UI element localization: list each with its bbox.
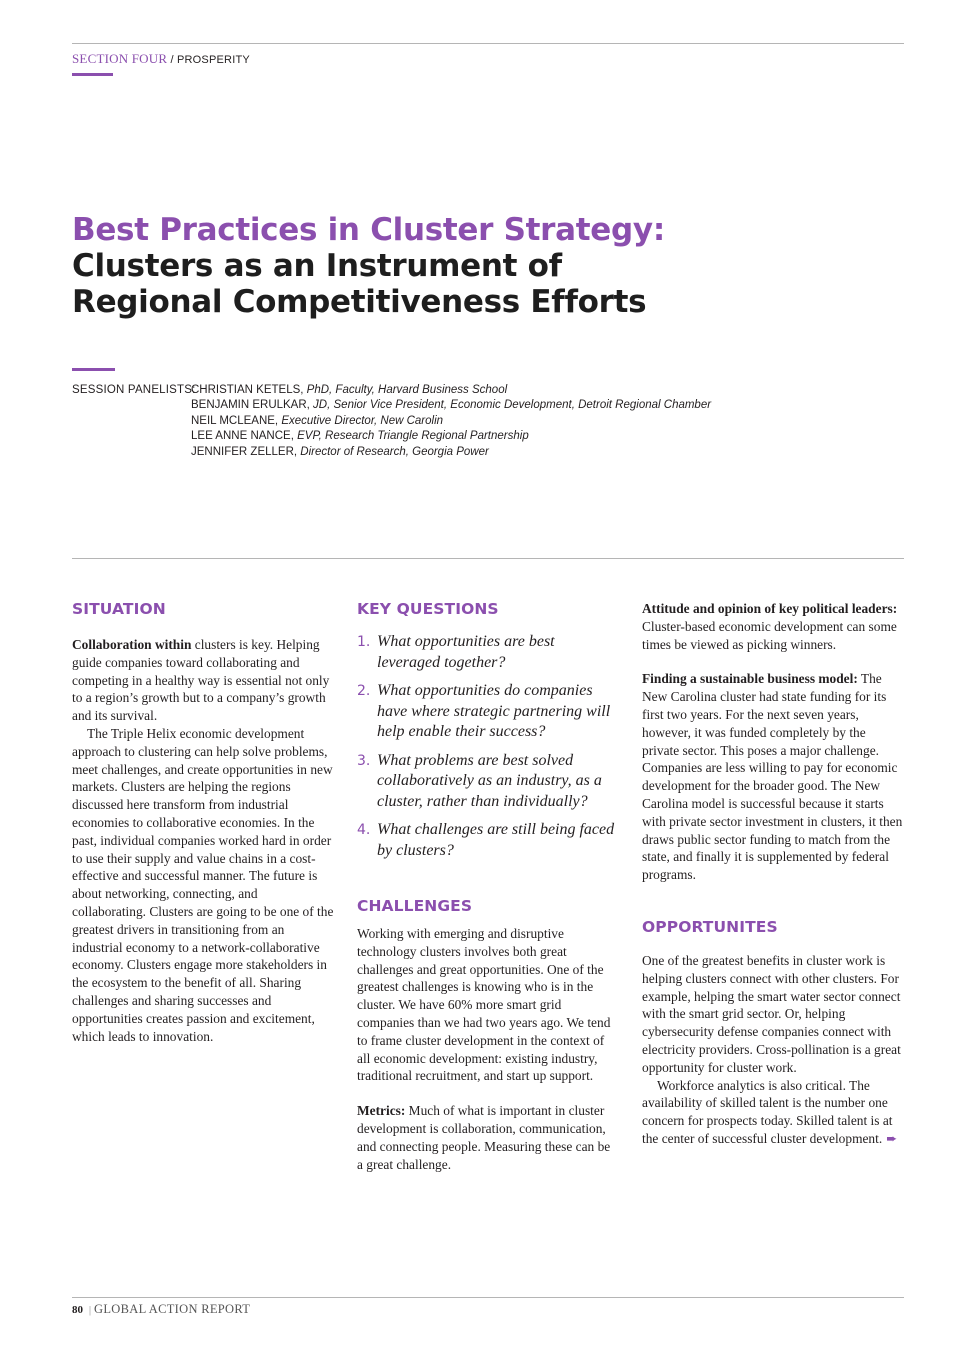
- attitude-lead: Attitude and opinion of key political leaders:: [642, 601, 898, 616]
- challenges-paragraph: Working with emerging and disruptive technology clusters involves both great challenges and great opportunities. One of the greatest challenges is knowing who is in the cluster. We have 60% more smart grid companies than we had two years ago. We tend to frame cluster development in the context of all economic development: existing industry, traditional recruitment, and start up support.: [357, 926, 611, 1084]
- panelist-name: BENJAMIN ERULKAR,: [191, 399, 310, 412]
- page-footer: [72, 1302, 250, 1317]
- panelist-name: CHRISTIAN KETELS,: [191, 384, 304, 396]
- panelist-name: LEE ANNE NANCE,: [191, 430, 294, 443]
- panelist-row: [191, 383, 811, 398]
- section-topic: PROSPERITY: [177, 54, 250, 66]
- panelist-role: Executive Director, New Carolin: [278, 414, 444, 427]
- opportunities-paragraph-2: [642, 1077, 904, 1149]
- situation-column: [72, 598, 334, 1045]
- opportunities-p2-text: Workforce analytics is also critical. The availability of skilled talent is the number one concern for prospects today. Skilled talent is at the center of successful cluster development.: [642, 1077, 893, 1146]
- section-label: [72, 51, 250, 67]
- panelist-row: [191, 429, 811, 444]
- header-accent-bar: [72, 73, 113, 76]
- panelist-role: Director of Research, Georgia Power: [297, 445, 489, 458]
- challenges-heading: CHALLENGES: [357, 897, 473, 915]
- question-number: 4.: [357, 822, 371, 838]
- report-title: GLOBAL ACTION REPORT: [94, 1302, 251, 1316]
- title-accent-bar: [72, 368, 115, 371]
- situation-lead: Collaboration within: [72, 637, 192, 652]
- panelist-role: PhD, Faculty, Harvard Business School: [303, 384, 508, 396]
- question-number: 1.: [357, 634, 371, 650]
- opportunities-paragraph-1: One of the greatest benefits in cluster work is helping clusters connect with other clusters. For example, helping the smart water sector connect with the smart grid sector. Or, helping cybersecurity defense companies connect with electricity providers. Cross-pollination is a great opportunity for cluster work.: [642, 952, 901, 1075]
- panelist-row: [191, 414, 811, 429]
- metrics-text: Much of what is important in cluster development is collaboration, communication, and connecting people. Measuring these can be a great challenge.: [357, 1103, 611, 1172]
- situation-paragraph-2: The Triple Helix economic development approach to clustering can help solve problems, meet challenges, and create opportunities in new markets. Clusters are helping the regions discussed here transform from industrial economies to collaborative economies. In the past, individual companies worked hard in order to use their supply and value chains in a cost-effective and successful manner. The future is about networking, connecting, and collaborating. Clusters are going to be one of the greatest drivers in transitioning from an industrial economy to a network-collaborative economy. Clusters engage more stakeholders in the ecosystem to the benefit of all. Sharing challenges and sharing successes and opportunities creates passion and excitement, which leads to innovation.: [72, 725, 334, 1044]
- panelist-row: [191, 445, 811, 460]
- panelist-row: [191, 398, 811, 413]
- panelist-role: JD, Senior Vice President, Economic Development, Detroit Regional Chamber: [309, 399, 712, 412]
- questions-column: [357, 598, 619, 1173]
- footer-divider: |: [89, 1305, 92, 1316]
- attitude-paragraph: [642, 600, 904, 653]
- metrics-lead: Metrics:: [357, 1103, 406, 1119]
- arrow-right-icon: ➨: [886, 1131, 898, 1147]
- panelists-list: [191, 383, 811, 460]
- question-text: What opportunities are best leveraged together?: [377, 633, 555, 671]
- top-rule: [72, 43, 904, 44]
- question-item: [357, 751, 619, 813]
- finding-lead: Finding a sustainable business model:: [642, 671, 858, 687]
- metrics-paragraph: [357, 1102, 619, 1173]
- opportunities-column: [642, 598, 904, 1149]
- question-item: [357, 681, 619, 743]
- finding-text: The New Carolina cluster had state funding for its first two years. For the next seven years, however, it was funded completely by the private sector. This poses a major challenge. Companies are less willing to pay for economic development for the broader good. The New Carolina model is successful because it starts with private sector investment in clusters, it then draws public sector funding to match from the state, and finally it is supplemented by federal programs.: [642, 671, 903, 883]
- situation-paragraph-1: [72, 636, 334, 725]
- question-item: [357, 820, 619, 861]
- panelist-name: NEIL MCLEANE,: [191, 414, 279, 427]
- panelists-label: SESSION PANELISTS:: [72, 384, 196, 396]
- section-separator: /: [167, 54, 177, 66]
- situation-p1-text: clusters is key. Helping guide companies toward collaborating and competing in a healthy way is essential not only to a region’s growth but to a company’s growth and its survival.: [72, 637, 330, 724]
- title-line-1: Best Practices in Cluster Strategy:: [72, 212, 665, 248]
- question-number: 3.: [357, 752, 371, 769]
- panelist-role: EVP, Research Triangle Regional Partnership: [293, 430, 529, 443]
- section-name: SECTION FOUR: [72, 51, 168, 66]
- panelist-name: JENNIFER ZELLER,: [191, 445, 298, 458]
- title-line-2: Clusters as an Instrument of: [72, 248, 562, 284]
- question-item: [357, 632, 619, 673]
- attitude-text: Cluster-based economic development can some times be viewed as picking winners.: [642, 618, 897, 652]
- title-line-3: Regional Competitiveness Efforts: [72, 284, 647, 320]
- key-questions-list: [357, 632, 619, 861]
- page-number: 80: [72, 1304, 83, 1316]
- question-text: What challenges are still being faced by clusters?: [377, 821, 615, 859]
- footer-rule: [72, 1297, 904, 1298]
- key-questions-heading: KEY QUESTIONS: [357, 600, 499, 618]
- question-text: What opportunities do companies have where strategic partnering will help enable their success?: [377, 682, 611, 740]
- question-text: What problems are best solved collaboratively as an industry, as a cluster, rather than individually?: [377, 751, 602, 810]
- situation-heading: SITUATION: [72, 600, 166, 618]
- section-rule: [72, 558, 904, 559]
- opportunities-heading: OPPORTUNITES: [642, 917, 778, 936]
- question-number: 2.: [357, 683, 371, 699]
- page-title: [72, 212, 665, 320]
- finding-paragraph: [642, 670, 904, 884]
